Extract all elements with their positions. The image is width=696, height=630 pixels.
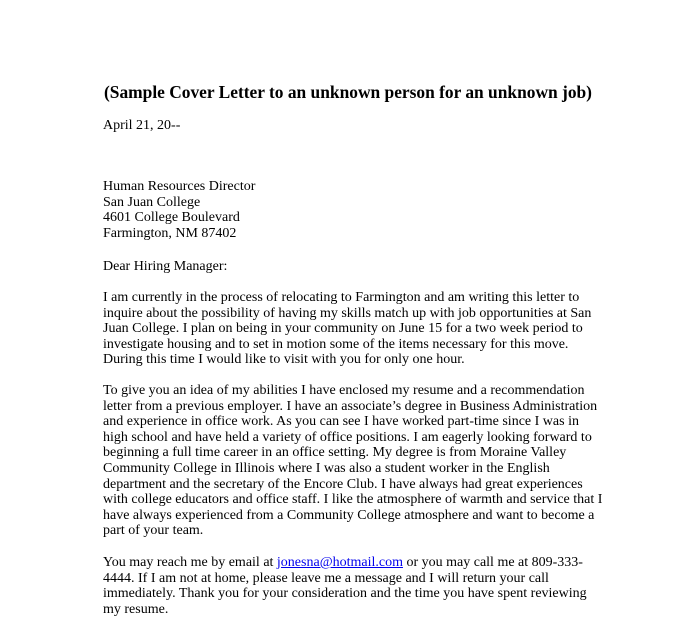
paragraph-line: investigate housing and to set in motion some of the items necessary for this move.	[103, 336, 569, 352]
contact-intro-text: You may reach me by email at	[103, 555, 277, 570]
paragraph-line: During this time I would like to visit with you for only one hour.	[103, 352, 465, 368]
paragraph-contact	[103, 555, 603, 617]
paragraph-line: my resume.	[103, 601, 169, 617]
address-line: Human Resources Director	[103, 179, 256, 194]
address-line: Farmington, NM 87402	[103, 225, 237, 241]
paragraph-qualifications	[103, 383, 603, 539]
paragraph-line: part of your team.	[103, 523, 204, 539]
paragraph-line: high school and have held a variety of office positions. I am eagerly looking forward to	[103, 429, 592, 445]
paragraph-line: with college educators and office staff. I like the atmosphere of warmth and service that I	[103, 492, 603, 508]
recipient-address	[103, 179, 603, 241]
paragraph-line: department and the secretary of the Encore Club. I have always had great experiences	[103, 476, 583, 492]
paragraph-line: inquire about the possibility of having my skills match up with job opportunities at San	[103, 305, 592, 321]
email-link[interactable]: jonesna@hotmail.com	[276, 555, 403, 570]
document-title: (Sample Cover Letter to an unknown person for an unknown job)	[104, 82, 592, 102]
paragraph-line: Community College in Illinois where I was also a student worker in the English	[103, 460, 550, 476]
paragraph-relocation	[103, 290, 603, 368]
paragraph-line: have always experienced from a Community College atmosphere and want to become a	[103, 507, 595, 523]
paragraph-line: immediately. Thank you for your consideration and the time you have spent reviewing	[103, 586, 587, 602]
address-line: 4601 College Boulevard	[103, 210, 240, 226]
paragraph-line: and experience in office work. As you can see I have worked part-time since I was in	[103, 414, 579, 430]
salutation: Dear Hiring Manager:	[103, 259, 228, 274]
paragraph-line: Juan College. I plan on being in your community on June 15 for a two week period to	[103, 321, 583, 337]
paragraph-line: 4444. If I am not at home, please leave me a message and I will return your call	[103, 570, 549, 586]
contact-phone-text: or you may call me at 809-333-	[402, 555, 583, 570]
paragraph-line: beginning a full time career in an office setting. My degree is from Moraine Valley	[103, 445, 567, 461]
address-line: San Juan College	[103, 194, 201, 210]
paragraph-line: To give you an idea of my abilities I have enclosed my resume and a recommendation	[103, 383, 585, 398]
paragraph-line	[103, 555, 603, 571]
letter-date: April 21, 20--	[103, 118, 181, 133]
paragraph-line: letter from a previous employer. I have an associate’s degree in Business Administration	[103, 398, 598, 414]
paragraph-line: I am currently in the process of relocating to Farmington and am writing this letter to	[103, 290, 580, 305]
